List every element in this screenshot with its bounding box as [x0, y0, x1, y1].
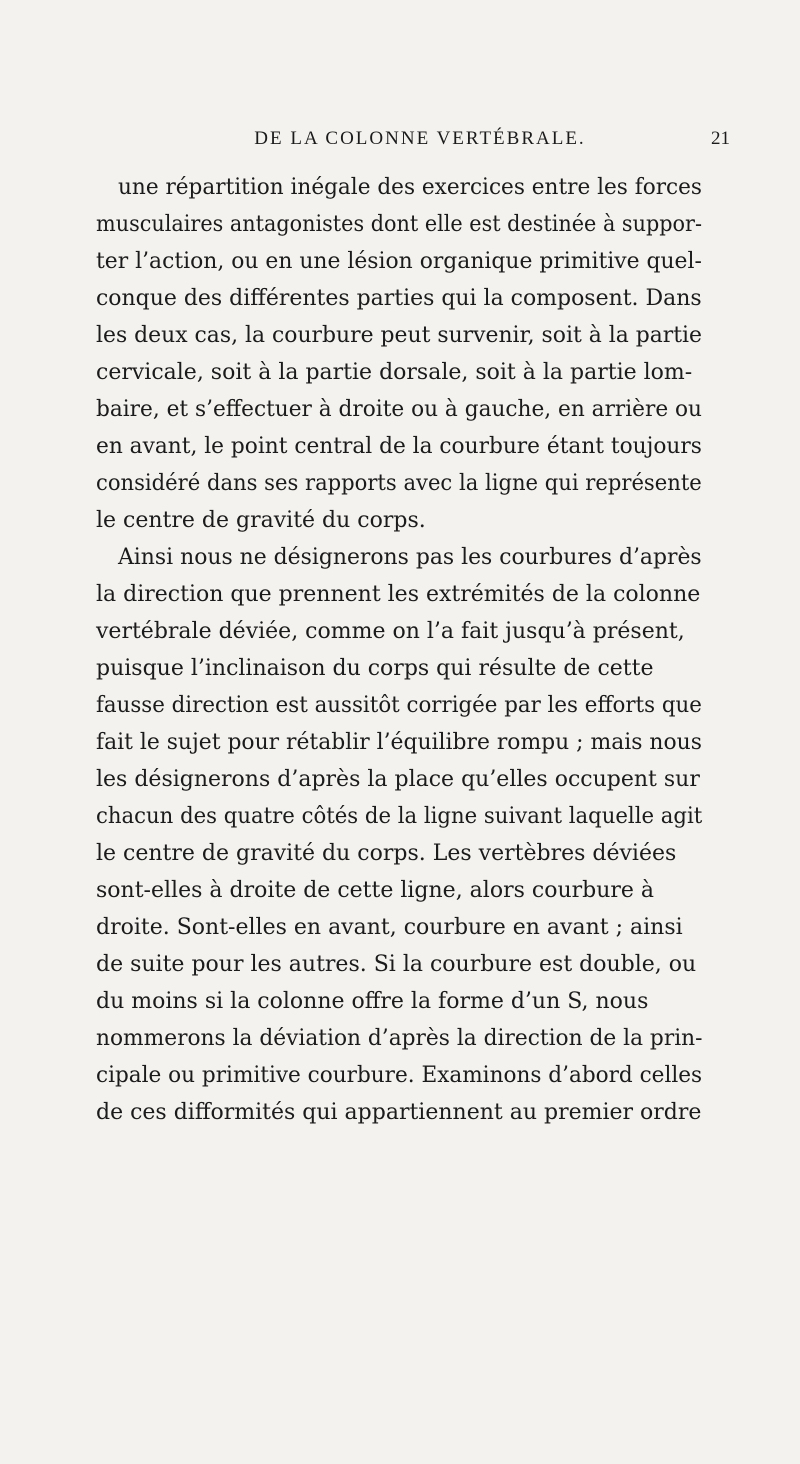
- text-line: cipale ou primitive courbure. Examinons d’abord celles: [96, 1063, 703, 1088]
- text-line: en avant, le point central de la courbure étant toujours: [96, 434, 702, 459]
- text-line: les désignerons d’après la place qu’elles occupent sur: [96, 767, 700, 792]
- text-line: de ces difformités qui appartiennent au premier ordre: [96, 1100, 702, 1125]
- page-number: 21: [711, 128, 730, 149]
- text-line: droite. Sont-elles en avant, courbure en avant ; ainsi: [96, 915, 683, 940]
- text-line: cervicale, soit à la partie dorsale, soit à la partie lom-: [96, 360, 693, 385]
- text-line: le centre de gravité du corps. Les vertèbres déviées: [96, 841, 677, 866]
- running-title: DE LA COLONNE VERTÉBRALE.: [254, 128, 586, 149]
- text-line: la direction que prennent les extrémités de la colonne: [96, 582, 701, 607]
- text-line: sont-elles à droite de cette ligne, alors courbure à: [96, 878, 655, 903]
- text-line: vertébrale déviée, comme on l’a fait jusqu’à présent,: [96, 619, 685, 644]
- text-line: de suite pour les autres. Si la courbure est double, ou: [96, 952, 697, 977]
- text-line: une répartition inégale des exercices entre les forces: [118, 175, 702, 200]
- text-line: puisque l’inclinaison du corps qui résulte de cette: [96, 656, 654, 681]
- text-line: musculaires antagonistes dont elle est destinée à suppor-: [96, 212, 702, 237]
- text-line: considéré dans ses rapports avec la ligne qui représente: [96, 471, 702, 496]
- text-line: du moins si la colonne offre la forme d’un S, nous: [96, 989, 649, 1014]
- text-line: les deux cas, la courbure peut survenir, soit à la partie: [96, 323, 703, 348]
- text-line: fait le sujet pour rétablir l’équilibre rompu ; mais nous: [96, 730, 702, 755]
- text-line: conque des différentes parties qui la composent. Dans: [96, 286, 702, 311]
- text-line: le centre de gravité du corps.: [96, 508, 426, 533]
- text-line: Ainsi nous ne désignerons pas les courbures d’après: [118, 545, 702, 570]
- text-line: fausse direction est aussitôt corrigée par les efforts que: [96, 693, 702, 718]
- text-line: ter l’action, ou en une lésion organique primitive quel-: [96, 249, 702, 274]
- text-line: nommerons la déviation d’après la direction de la prin-: [96, 1026, 703, 1051]
- text-line: baire, et s’effectuer à droite ou à gauche, en arrière ou: [96, 397, 703, 422]
- running-head: [120, 128, 730, 158]
- text-line: chacun des quatre côtés de la ligne suivant laquelle agit: [96, 804, 703, 829]
